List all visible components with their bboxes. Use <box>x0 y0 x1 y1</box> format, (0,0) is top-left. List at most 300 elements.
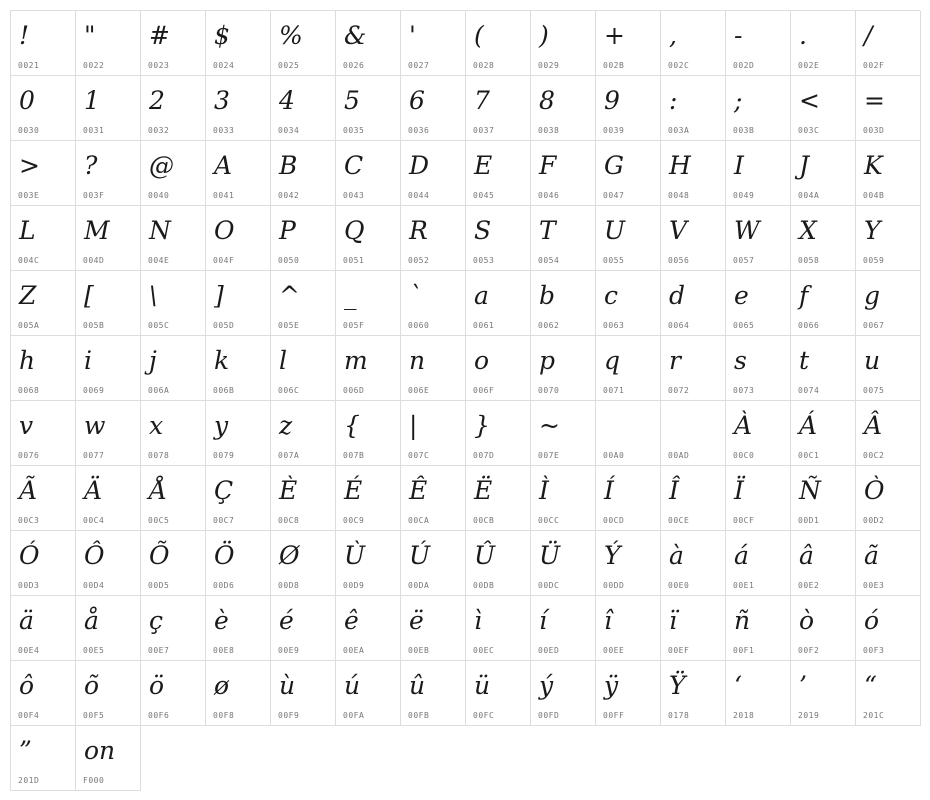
glyph-sample: T <box>539 216 556 245</box>
glyph-cell <box>76 596 141 661</box>
glyph-cell <box>76 401 141 466</box>
glyph-sample: p <box>539 346 556 375</box>
glyph-codepoint: 00E8 <box>213 646 235 655</box>
glyph-grid <box>10 10 920 791</box>
glyph-cell <box>466 336 531 401</box>
glyph-sample: Ã <box>19 476 38 505</box>
glyph-cell <box>726 531 791 596</box>
glyph-codepoint: 00D2 <box>863 516 885 525</box>
glyph-codepoint: 00EB <box>408 646 430 655</box>
glyph-codepoint: 004A <box>798 191 820 200</box>
glyph-codepoint: 006E <box>408 386 430 395</box>
glyph-codepoint: 004E <box>148 256 170 265</box>
glyph-sample: Z <box>19 281 37 310</box>
glyph-codepoint: 0077 <box>83 451 105 460</box>
glyph-cell <box>466 596 531 661</box>
glyph-codepoint: 00C3 <box>18 516 40 525</box>
glyph-sample: / <box>864 21 873 50</box>
glyph-codepoint: 003F <box>83 191 105 200</box>
glyph-sample: C <box>344 151 364 180</box>
glyph-cell <box>726 596 791 661</box>
glyph-codepoint: 0074 <box>798 386 820 395</box>
glyph-codepoint: 006B <box>213 386 235 395</box>
glyph-sample: ú <box>344 671 361 700</box>
glyph-codepoint: 00FD <box>538 711 560 720</box>
glyph-codepoint: 00C0 <box>733 451 755 460</box>
glyph-cell <box>141 661 206 726</box>
glyph-cell <box>11 596 76 661</box>
glyph-cell <box>791 336 856 401</box>
glyph-cell <box>726 401 791 466</box>
glyph-sample: H <box>669 151 691 180</box>
glyph-cell <box>596 76 661 141</box>
glyph-cell <box>726 76 791 141</box>
glyph-sample: Î <box>669 476 679 505</box>
glyph-codepoint: 0036 <box>408 126 430 135</box>
glyph-codepoint: 006C <box>278 386 300 395</box>
glyph-codepoint: 00FF <box>603 711 625 720</box>
glyph-codepoint: 0044 <box>408 191 430 200</box>
glyph-cell <box>141 336 206 401</box>
glyph-sample: ? <box>84 151 98 180</box>
glyph-sample: a <box>474 281 489 310</box>
glyph-sample: - <box>734 21 743 50</box>
glyph-sample: Á <box>799 411 818 440</box>
glyph-cell <box>401 11 466 76</box>
glyph-codepoint: 0037 <box>473 126 495 135</box>
glyph-codepoint: 0052 <box>408 256 430 265</box>
glyph-sample: A <box>214 151 233 180</box>
glyph-cell <box>401 271 466 336</box>
glyph-sample: q <box>604 346 621 375</box>
glyph-sample: | <box>409 411 418 440</box>
glyph-cell <box>791 661 856 726</box>
glyph-sample: Ù <box>344 541 366 570</box>
glyph-cell <box>76 206 141 271</box>
glyph-codepoint: 00DB <box>473 581 495 590</box>
glyph-codepoint: 0064 <box>668 321 690 330</box>
glyph-codepoint: 0050 <box>278 256 300 265</box>
glyph-sample: ø <box>214 671 230 700</box>
glyph-codepoint: 0075 <box>863 386 885 395</box>
glyph-codepoint: 003B <box>733 126 755 135</box>
glyph-codepoint: 0024 <box>213 61 235 70</box>
glyph-sample: À <box>734 411 753 440</box>
glyph-cell <box>791 596 856 661</box>
glyph-sample: " <box>84 21 96 50</box>
glyph-codepoint: 0028 <box>473 61 495 70</box>
glyph-cell <box>11 336 76 401</box>
glyph-codepoint: 005D <box>213 321 235 330</box>
glyph-sample: ) <box>539 21 549 50</box>
glyph-codepoint: 006A <box>148 386 170 395</box>
glyph-cell <box>206 661 271 726</box>
glyph-cell <box>141 401 206 466</box>
glyph-sample: ( <box>474 21 484 50</box>
glyph-cell <box>76 726 141 791</box>
glyph-cell <box>401 661 466 726</box>
glyph-codepoint: 0023 <box>148 61 170 70</box>
glyph-cell <box>336 206 401 271</box>
glyph-codepoint: 0047 <box>603 191 625 200</box>
glyph-codepoint: 00C5 <box>148 516 170 525</box>
glyph-cell <box>271 466 336 531</box>
glyph-cell <box>531 596 596 661</box>
glyph-cell <box>596 271 661 336</box>
glyph-codepoint: 0045 <box>473 191 495 200</box>
glyph-cell <box>401 401 466 466</box>
glyph-codepoint: 0054 <box>538 256 560 265</box>
glyph-cell <box>206 336 271 401</box>
glyph-sample: $ <box>214 21 230 50</box>
glyph-codepoint: 0051 <box>343 256 365 265</box>
glyph-codepoint: 0022 <box>83 61 105 70</box>
glyph-sample: ç <box>149 606 164 635</box>
glyph-sample: 6 <box>409 86 425 115</box>
glyph-cell <box>726 336 791 401</box>
glyph-codepoint: 00E7 <box>148 646 170 655</box>
glyph-sample: î <box>604 606 612 635</box>
glyph-codepoint: 0076 <box>18 451 40 460</box>
glyph-codepoint: 2018 <box>733 711 755 720</box>
glyph-sample: 3 <box>214 86 230 115</box>
glyph-sample: } <box>474 411 490 440</box>
glyph-sample: ÿ <box>604 671 619 700</box>
glyph-cell <box>11 466 76 531</box>
glyph-codepoint: 00D8 <box>278 581 300 590</box>
glyph-sample: Ú <box>409 541 431 570</box>
glyph-cell <box>271 401 336 466</box>
glyph-sample: e <box>734 281 749 310</box>
glyph-codepoint: 0056 <box>668 256 690 265</box>
glyph-cell <box>661 661 726 726</box>
glyph-sample: Q <box>344 216 365 245</box>
glyph-sample: x <box>149 411 164 440</box>
glyph-codepoint: 0057 <box>733 256 755 265</box>
glyph-sample: Í <box>604 476 614 505</box>
glyph-codepoint: 007B <box>343 451 365 460</box>
glyph-sample: ` <box>409 281 422 310</box>
glyph-cell <box>726 11 791 76</box>
glyph-sample: Ï <box>734 476 744 505</box>
glyph-sample: W <box>734 216 760 245</box>
glyph-codepoint: 005A <box>18 321 40 330</box>
glyph-codepoint: 00C9 <box>343 516 365 525</box>
glyph-cell <box>791 401 856 466</box>
glyph-sample: # <box>149 21 170 50</box>
glyph-codepoint: 0038 <box>538 126 560 135</box>
glyph-codepoint: 002C <box>668 61 690 70</box>
glyph-sample: 0 <box>19 86 35 115</box>
glyph-cell <box>466 271 531 336</box>
glyph-sample: Ö <box>214 541 235 570</box>
glyph-sample: È <box>279 476 298 505</box>
glyph-cell <box>596 596 661 661</box>
glyph-codepoint: 0021 <box>18 61 40 70</box>
glyph-sample: “ <box>864 671 877 700</box>
glyph-sample: é <box>279 606 294 635</box>
glyph-cell <box>76 11 141 76</box>
glyph-codepoint: 0029 <box>538 61 560 70</box>
glyph-codepoint: 00EF <box>668 646 690 655</box>
glyph-cell <box>856 531 921 596</box>
glyph-cell <box>596 531 661 596</box>
glyph-cell <box>596 336 661 401</box>
glyph-cell <box>206 401 271 466</box>
glyph-sample: Ç <box>214 476 234 505</box>
glyph-codepoint: 002E <box>798 61 820 70</box>
glyph-codepoint: 0042 <box>278 191 300 200</box>
glyph-sample: { <box>344 411 360 440</box>
glyph-sample: g <box>864 281 881 310</box>
glyph-cell <box>856 466 921 531</box>
glyph-codepoint: 0062 <box>538 321 560 330</box>
glyph-codepoint: 0067 <box>863 321 885 330</box>
glyph-codepoint: 2019 <box>798 711 820 720</box>
glyph-sample: ò <box>799 606 815 635</box>
glyph-codepoint: 00E3 <box>863 581 885 590</box>
glyph-sample: Û <box>474 541 496 570</box>
glyph-sample: Ì <box>539 476 549 505</box>
glyph-codepoint: 0031 <box>83 126 105 135</box>
glyph-cell <box>856 11 921 76</box>
glyph-codepoint: 0053 <box>473 256 495 265</box>
glyph-cell <box>11 76 76 141</box>
glyph-cell <box>466 401 531 466</box>
glyph-cell <box>271 336 336 401</box>
glyph-codepoint: 00A0 <box>603 451 625 460</box>
glyph-cell <box>206 596 271 661</box>
glyph-sample: @ <box>149 151 174 180</box>
glyph-codepoint: 00D9 <box>343 581 365 590</box>
glyph-codepoint: 0078 <box>148 451 170 460</box>
glyph-cell <box>76 336 141 401</box>
glyph-codepoint: 00E4 <box>18 646 40 655</box>
glyph-codepoint: 0041 <box>213 191 235 200</box>
glyph-sample: d <box>669 281 686 310</box>
glyph-cell <box>206 11 271 76</box>
glyph-codepoint: 0030 <box>18 126 40 135</box>
glyph-codepoint: 00CA <box>408 516 430 525</box>
glyph-codepoint: 007A <box>278 451 300 460</box>
glyph-cell <box>76 661 141 726</box>
glyph-sample: t <box>799 346 810 375</box>
glyph-sample: ü <box>474 671 491 700</box>
glyph-cell <box>531 401 596 466</box>
glyph-sample: ] <box>214 281 224 310</box>
glyph-sample: w <box>84 411 106 440</box>
glyph-sample: J <box>799 151 810 180</box>
glyph-codepoint: 00CF <box>733 516 755 525</box>
glyph-codepoint: 0025 <box>278 61 300 70</box>
glyph-sample: Ó <box>19 541 40 570</box>
glyph-cell <box>466 531 531 596</box>
glyph-cell <box>271 76 336 141</box>
glyph-sample: ; <box>734 86 743 115</box>
glyph-codepoint: 00F6 <box>148 711 170 720</box>
glyph-codepoint: 006D <box>343 386 365 395</box>
glyph-codepoint: 0043 <box>343 191 365 200</box>
glyph-cell <box>791 76 856 141</box>
glyph-codepoint: 00FB <box>408 711 430 720</box>
glyph-sample: ” <box>19 736 32 765</box>
glyph-codepoint: 004F <box>213 256 235 265</box>
glyph-cell <box>531 466 596 531</box>
glyph-codepoint: 005E <box>278 321 300 330</box>
glyph-sample: N <box>149 216 171 245</box>
glyph-cell <box>336 76 401 141</box>
glyph-cell <box>271 271 336 336</box>
glyph-cell <box>271 11 336 76</box>
glyph-codepoint: 0055 <box>603 256 625 265</box>
glyph-sample: ù <box>279 671 296 700</box>
glyph-codepoint: 00D6 <box>213 581 235 590</box>
glyph-codepoint: 00D1 <box>798 516 820 525</box>
glyph-cell <box>141 11 206 76</box>
glyph-sample: 8 <box>539 86 555 115</box>
glyph-sample: Ò <box>864 476 885 505</box>
glyph-sample: ! <box>19 21 30 50</box>
glyph-cell <box>401 336 466 401</box>
glyph-sample: ö <box>149 671 165 700</box>
glyph-sample: ô <box>19 671 35 700</box>
glyph-sample: G <box>604 151 624 180</box>
glyph-sample: , <box>669 21 677 50</box>
glyph-codepoint: 00D5 <box>148 581 170 590</box>
glyph-cell <box>206 76 271 141</box>
glyph-cell <box>206 141 271 206</box>
glyph-cell <box>531 661 596 726</box>
glyph-codepoint: F000 <box>83 776 105 785</box>
glyph-codepoint: 004C <box>18 256 40 265</box>
glyph-sample: k <box>214 346 230 375</box>
glyph-sample: â <box>799 541 814 570</box>
glyph-cell <box>531 271 596 336</box>
glyph-cell <box>661 531 726 596</box>
glyph-cell <box>661 336 726 401</box>
glyph-cell <box>856 271 921 336</box>
glyph-codepoint: 00E0 <box>668 581 690 590</box>
glyph-cell <box>791 11 856 76</box>
glyph-cell <box>401 141 466 206</box>
glyph-codepoint: 00F4 <box>18 711 40 720</box>
glyph-sample: Ä <box>84 476 103 505</box>
glyph-codepoint: 0046 <box>538 191 560 200</box>
glyph-cell <box>726 141 791 206</box>
glyph-cell <box>726 206 791 271</box>
glyph-sample: L <box>19 216 36 245</box>
glyph-codepoint: 0033 <box>213 126 235 135</box>
glyph-codepoint: 0032 <box>148 126 170 135</box>
glyph-cell <box>11 271 76 336</box>
glyph-sample: y <box>214 411 229 440</box>
glyph-codepoint: 00C1 <box>798 451 820 460</box>
glyph-codepoint: 0063 <box>603 321 625 330</box>
glyph-codepoint: 00F9 <box>278 711 300 720</box>
glyph-cell <box>791 271 856 336</box>
glyph-codepoint: 0034 <box>278 126 300 135</box>
glyph-codepoint: 00D3 <box>18 581 40 590</box>
glyph-codepoint: 00AD <box>668 451 690 460</box>
glyph-cell <box>661 76 726 141</box>
glyph-sample: Å <box>149 476 168 505</box>
glyph-codepoint: 00E5 <box>83 646 105 655</box>
glyph-sample: Ë <box>474 476 493 505</box>
glyph-cell <box>76 76 141 141</box>
glyph-sample: ó <box>864 606 880 635</box>
glyph-sample: E <box>474 151 493 180</box>
glyph-cell <box>141 466 206 531</box>
glyph-cell <box>791 206 856 271</box>
glyph-cell <box>466 76 531 141</box>
glyph-sample: I <box>734 151 744 180</box>
glyph-cell <box>76 271 141 336</box>
glyph-sample: j <box>149 346 157 375</box>
glyph-codepoint: 0026 <box>343 61 365 70</box>
glyph-cell <box>76 466 141 531</box>
glyph-cell <box>791 141 856 206</box>
glyph-sample: : <box>669 86 678 115</box>
glyph-cell <box>141 271 206 336</box>
glyph-cell <box>466 661 531 726</box>
glyph-cell <box>856 336 921 401</box>
glyph-codepoint: 00CE <box>668 516 690 525</box>
glyph-codepoint: 005C <box>148 321 170 330</box>
glyph-codepoint: 00EC <box>473 646 495 655</box>
glyph-sample: > <box>19 151 40 180</box>
glyph-codepoint: 00C8 <box>278 516 300 525</box>
glyph-cell <box>596 401 661 466</box>
glyph-sample: f <box>799 281 809 310</box>
glyph-sample: & <box>344 21 367 50</box>
glyph-sample: Ô <box>84 541 105 570</box>
glyph-sample: Ê <box>409 476 428 505</box>
glyph-sample: 7 <box>474 86 490 115</box>
glyph-cell <box>531 531 596 596</box>
glyph-cell <box>11 726 76 791</box>
glyph-cell <box>336 401 401 466</box>
glyph-cell <box>726 661 791 726</box>
glyph-codepoint: 0040 <box>148 191 170 200</box>
glyph-sample: 5 <box>344 86 360 115</box>
glyph-codepoint: 00DC <box>538 581 560 590</box>
glyph-codepoint: 002B <box>603 61 625 70</box>
glyph-sample: ^ <box>279 281 300 310</box>
glyph-sample: Ÿ <box>669 671 686 700</box>
glyph-codepoint: 00E1 <box>733 581 755 590</box>
glyph-codepoint: 00F3 <box>863 646 885 655</box>
glyph-sample: ã <box>864 541 879 570</box>
glyph-cell <box>141 141 206 206</box>
glyph-sample: ê <box>344 606 359 635</box>
glyph-cell <box>531 141 596 206</box>
glyph-cell <box>661 11 726 76</box>
glyph-codepoint: 0061 <box>473 321 495 330</box>
glyph-sample: B <box>279 151 298 180</box>
glyph-cell <box>206 206 271 271</box>
glyph-cell <box>141 76 206 141</box>
glyph-sample: Y <box>864 216 881 245</box>
glyph-cell <box>206 531 271 596</box>
glyph-codepoint: 00E9 <box>278 646 300 655</box>
glyph-codepoint: 00DD <box>603 581 625 590</box>
glyph-cell <box>141 206 206 271</box>
glyph-cell <box>11 401 76 466</box>
glyph-cell <box>336 11 401 76</box>
glyph-cell <box>596 141 661 206</box>
glyph-cell <box>791 466 856 531</box>
glyph-codepoint: 0027 <box>408 61 430 70</box>
